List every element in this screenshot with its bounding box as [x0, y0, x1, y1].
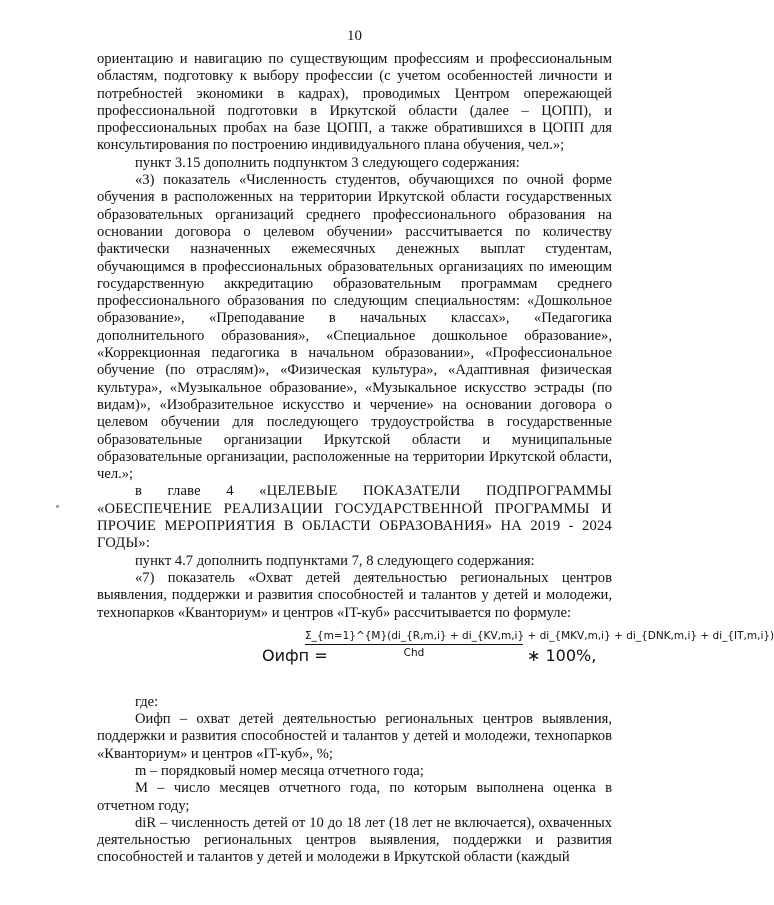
page-number: 10 — [347, 28, 362, 44]
paragraph: diR – численность детей от 10 до 18 лет (18 лет не включается), охваченных деятельностью региональных центров выявления, поддержки и развития способностей и талантов у детей и молодежи в Иркутской области (каждый — [97, 814, 612, 866]
paragraph: «3) показатель «Численность студентов, обучающихся по очной форме обучения в расположенных на территории Иркутской области государственных образовательных организаций среднего профессионального образования на основании договора о целевом обучении» рассчитывается по количеству фактически назначенных ежемесячных денежных выплат студентам, обучающимся в профессиональных образовательных организациях по имеющим государственную аккредитацию образовательным программам среднего профессионального образования по следующим специальностям: «Дошкольное образование», «Преподавание в начальных классах», «Педагогика дополнительного образования», «Специальное дошкольное образование», «Коррекционная педагогика в начальном образовании», «Профессиональное обучение (по отраслям)», «Физическая культура», «Адаптивная физическая культура», «Музыкальное образование», «Музыкальное искусство эстрады (по видам)», «Изобразительное искусство и черчение» на основании договора о целевом обучении для последующего трудоустройства в государственные образовательные организации Иркутской области и муниципальные образовательные организации, расположенные на территории Иркутской области, чел.»; — [97, 172, 612, 483]
paragraph: Oифп – охват детей деятельностью региональных центров выявления, поддержки и развития способностей и талантов у детей и молодежи, технопарков «Кванториум» и центров «IT-куб», %; — [97, 711, 612, 762]
formula — [97, 629, 774, 688]
paragraph: m – порядковый номер месяца отчетного года; — [135, 762, 424, 779]
formula-rhs: ∗ 100%, — [527, 645, 597, 665]
paragraph: пункт 4.7 дополнить подпунктами 7, 8 следующего содержания: — [135, 552, 535, 569]
paragraph: M – число месяцев отчетного года, по которым выполнена оценка в отчетном году; — [97, 780, 612, 814]
paragraph: ориентацию и навигацию по существующим профессиям и профессиональным областям, подготовку к выбору профессии (с учетом особенностей личности и потребностей экономики в кадрах), проводимых Центром опережающей профессиональной подготовки в Иркутской области (далее – ЦОПП), и профессиональных пробах на базе ЦОПП, а также обратившихся в ЦОПП для консультирования по построению индивидуального плана обучения, чел.»; — [97, 51, 612, 154]
formula-denominator: Chd — [403, 646, 425, 659]
paragraph: где: — [135, 693, 159, 710]
formula-lhs: Оифп = — [262, 645, 328, 665]
paragraph: пункт 3.15 дополнить подпунктом 3 следующего содержания: — [135, 154, 520, 171]
paragraph: «7) показатель «Охват детей деятельностью региональных центров выявления, поддержки и развития способностей и талантов у детей и молодежи, технопарков «Кванториум» и центров «IT-куб» рассчитывается по формуле: — [97, 569, 612, 621]
scan-dot — [56, 505, 59, 508]
formula-numerator: Σ_{m=1}^{M}(di_{R,m,i} + di_{KV,m,i} + di_{MKV,m,i} + di_{DNK,m,i} + di_{IT,m,i}) — [305, 630, 523, 645]
paragraph: в главе 4 «ЦЕЛЕВЫЕ ПОКАЗАТЕЛИ ПОДПРОГРАММЫ «ОБЕСПЕЧЕНИЕ РЕАЛИЗАЦИИ ГОСУДАРСТВЕННОЙ ПРОГРАММЫ И ПРОЧИЕ МЕРОПРИЯТИЯ В ОБЛАСТИ ОБРАЗОВАНИЯ» НА 2019 - 2024 ГОДЫ»: — [97, 483, 612, 552]
